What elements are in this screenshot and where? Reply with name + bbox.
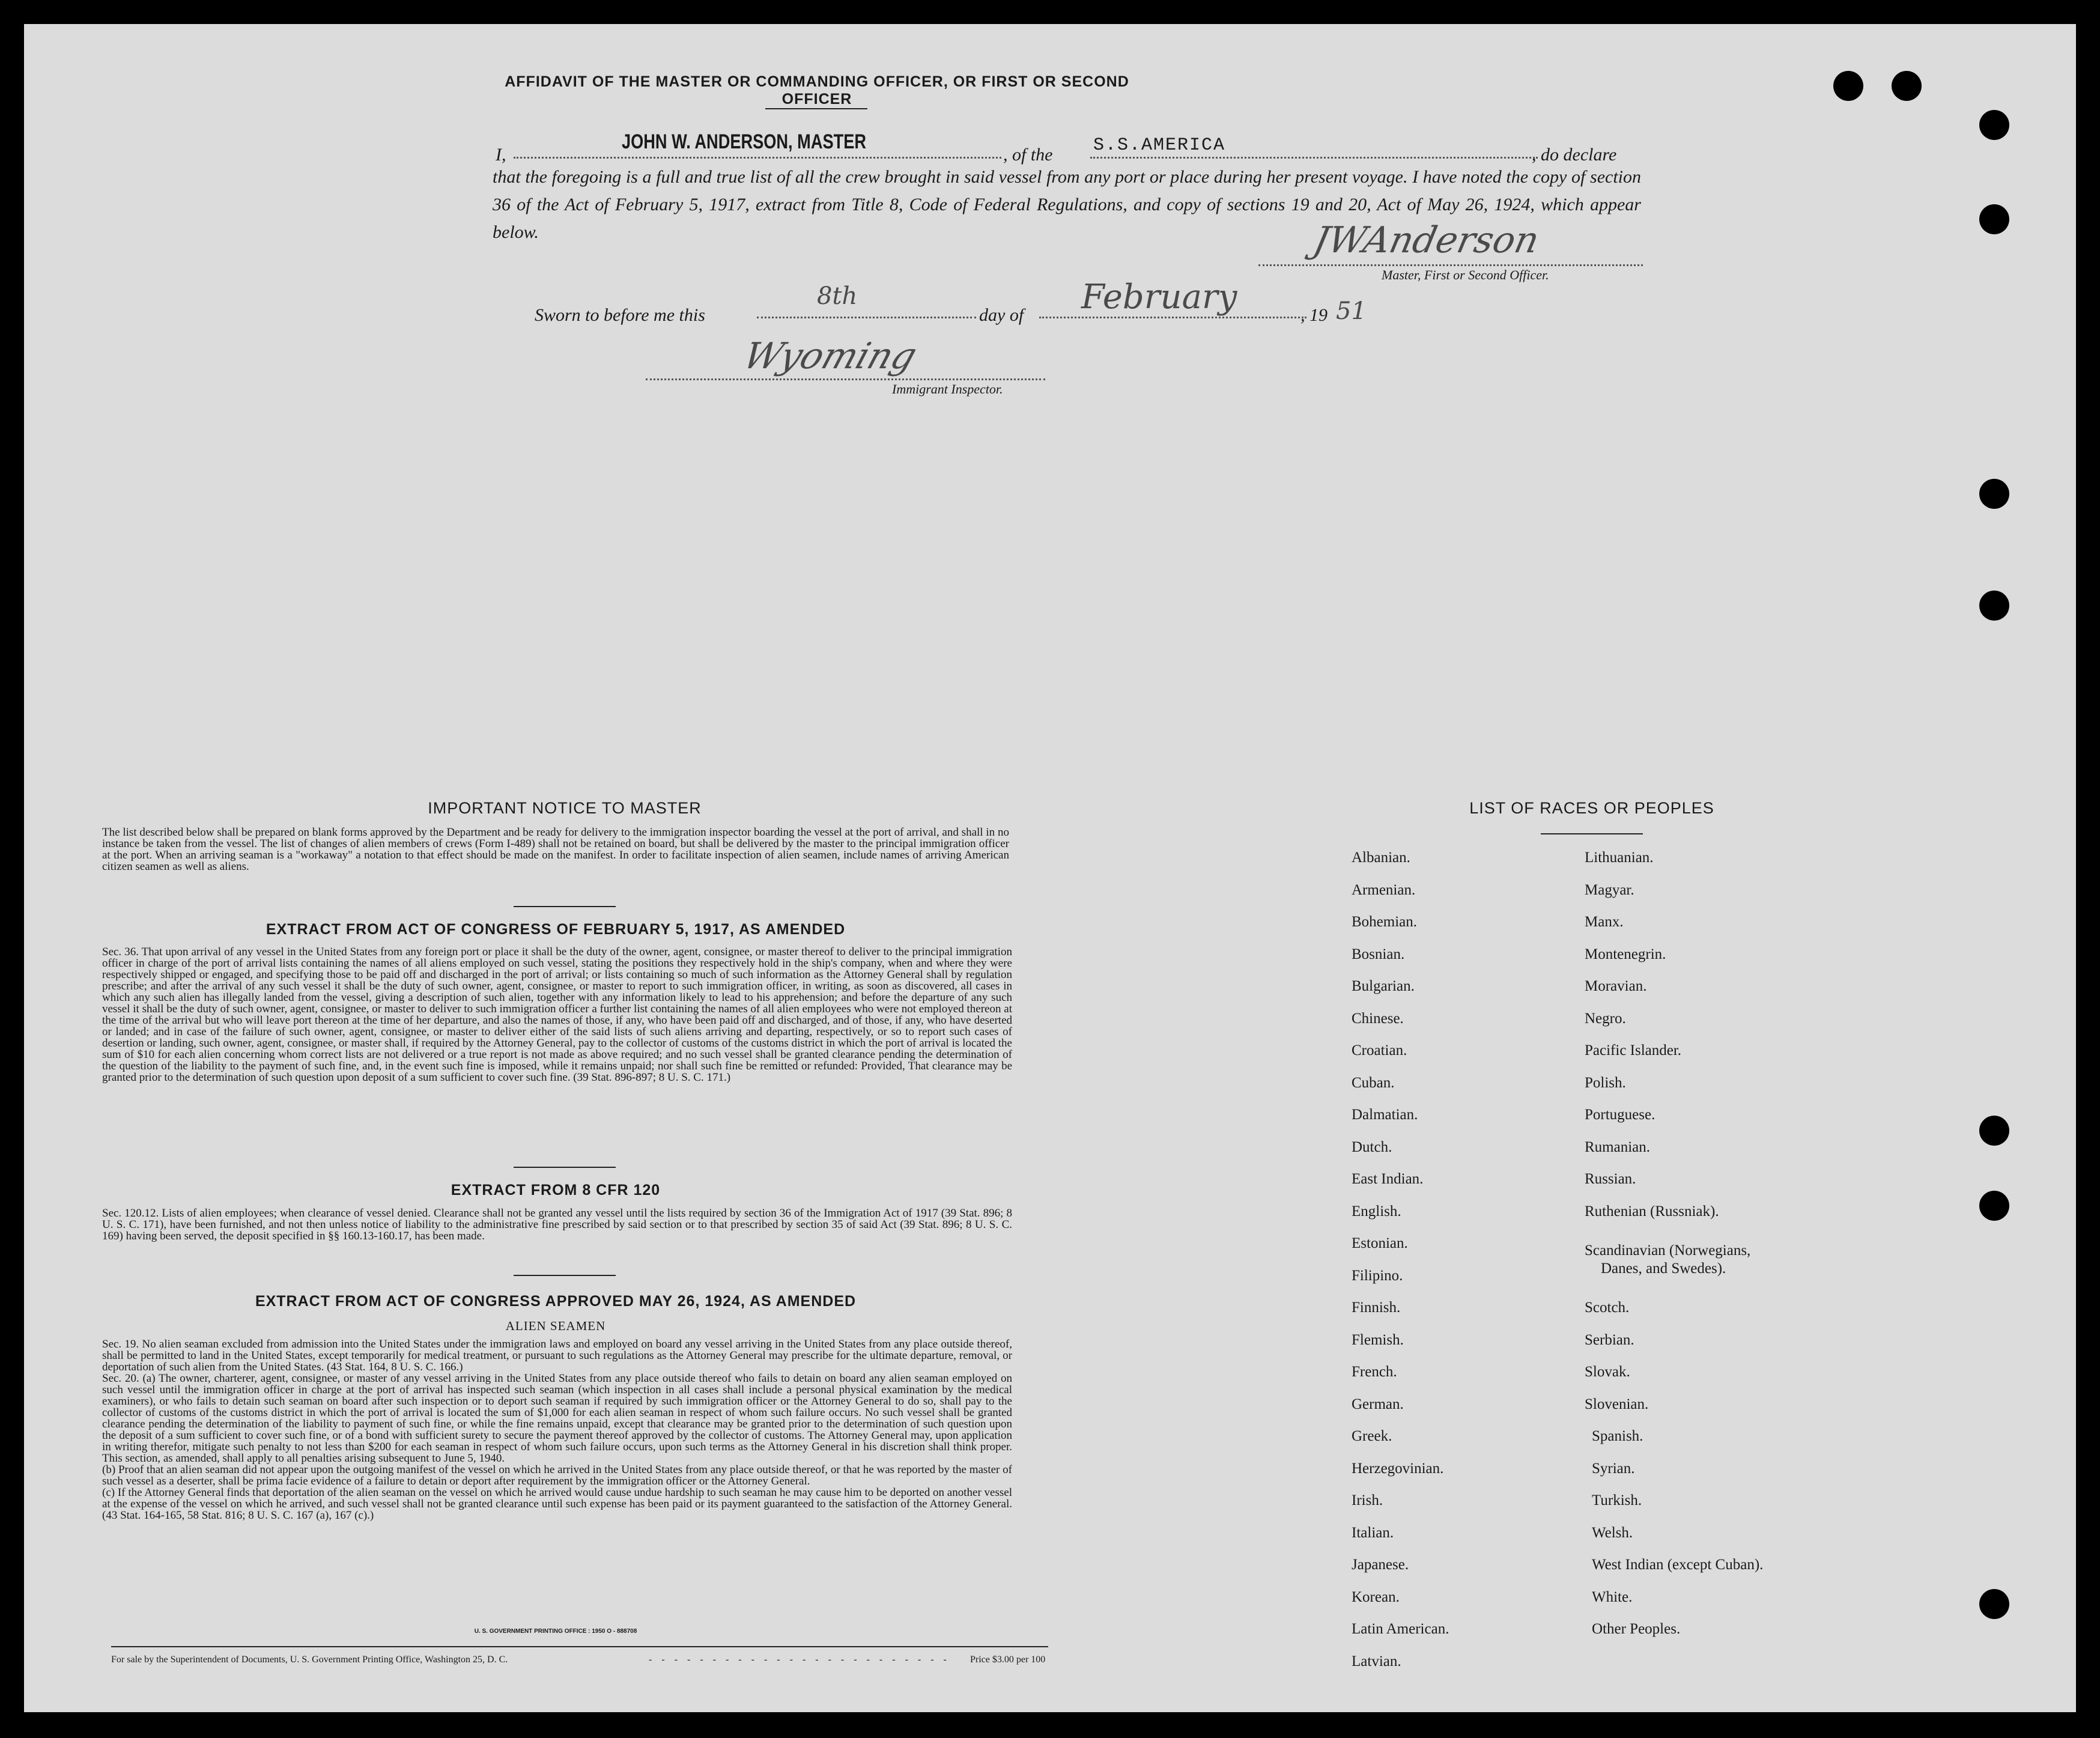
race-item: Croatian. bbox=[1352, 1042, 1407, 1059]
section-20b-text: (b) Proof that an alien seaman did not appear upon the outgoing manifest of the vessel on which he arrived in the United States from any place outside thereof, or that he was reported by the master of such vessel as a deserter, shall be prima facie evidence of a failure to detain or deport after requirement by the immigration officer or the Attorney General. bbox=[102, 1463, 1012, 1487]
declaration-text: that the foregoing is a full and true list of all the crew brought in said vessel from any port or place during her present voyage. I have noted the copy of section 36 of the Act of February 5, 1917, extract from Title 8, Code of Federal Regulations, and copy of sections 19 and 20, Act of May 26, 1924, which appear below. bbox=[493, 167, 1641, 242]
punch-hole bbox=[1979, 110, 2009, 140]
race-item: Manx. bbox=[1585, 914, 1624, 930]
footer-dashes: - - - - - - - - - - - - - - - - - - - - - - - - bbox=[649, 1654, 950, 1665]
race-item: Chinese. bbox=[1352, 1010, 1404, 1027]
race-item: Albanian. bbox=[1352, 849, 1410, 866]
race-item: Magyar. bbox=[1585, 882, 1634, 898]
race-item: Pacific Islander. bbox=[1585, 1042, 1682, 1059]
race-item: Flemish. bbox=[1352, 1332, 1404, 1348]
race-item: Dalmatian. bbox=[1352, 1107, 1418, 1123]
race-item: Scotch. bbox=[1585, 1299, 1630, 1316]
race-item: Syrian. bbox=[1592, 1460, 1635, 1477]
section-20c-text: (c) If the Attorney General finds that deportation of the alien seaman on the vessel on which he arrived would cause undue hardship to such seaman he may cause him to be deported on another vessel at the expense of the vessel on which he arrived, and such vessel shall not be granted clearance until such expense has been paid or its payment guaranteed to the satisfaction of the Attorney General. (43 Stat. 164-165, 58 Stat. 816; 8 U. S. C. 167 (a), 167 (c).) bbox=[102, 1486, 1012, 1522]
race-item: Japanese. bbox=[1352, 1557, 1409, 1573]
race-item: German. bbox=[1352, 1396, 1404, 1412]
extract-1917-title: EXTRACT FROM ACT OF CONGRESS OF FEBRUARY 5, 1917, AS AMENDED bbox=[266, 921, 846, 938]
race-item: Bohemian. bbox=[1352, 914, 1418, 930]
race-item: East Indian. bbox=[1352, 1171, 1424, 1187]
sworn-label: Sworn to before me this bbox=[535, 305, 705, 325]
affidavit-title: AFFIDAVIT OF THE MASTER OR COMMANDING OFFICER, OR FIRST OR SECOND OFFICER bbox=[505, 73, 1129, 108]
race-item: Filipino. bbox=[1352, 1268, 1403, 1284]
divider bbox=[514, 906, 616, 907]
footer-price: Price $3.00 per 100 bbox=[970, 1654, 1046, 1665]
extract-cfr-title: EXTRACT FROM 8 CFR 120 bbox=[451, 1182, 661, 1199]
sworn-day: 8th bbox=[817, 282, 858, 310]
punch-hole bbox=[1979, 1191, 2009, 1221]
year-suffix: 51 bbox=[1336, 297, 1367, 325]
race-item: Slovenian. bbox=[1585, 1396, 1649, 1412]
race-item: Italian. bbox=[1352, 1525, 1394, 1541]
race-item: Greek. bbox=[1352, 1428, 1392, 1444]
form-sheet bbox=[24, 24, 2076, 1712]
divider bbox=[1541, 833, 1643, 834]
extract-1924-body bbox=[102, 1338, 1012, 1521]
gpo-imprint: U. S. GOVERNMENT PRINTING OFFICE : 1950 O - 888708 bbox=[474, 1628, 637, 1635]
inspector-signature-line bbox=[646, 378, 1045, 380]
race-item: French. bbox=[1352, 1364, 1397, 1380]
master-caption: Master, First or Second Officer. bbox=[1382, 267, 1549, 282]
extract-1924-title: EXTRACT FROM ACT OF CONGRESS APPROVED MAY 26, 1924, AS AMENDED bbox=[255, 1293, 857, 1310]
punch-hole bbox=[1979, 591, 2009, 621]
of-the-label: , of the bbox=[1003, 145, 1053, 165]
race-item: Estonian. bbox=[1352, 1235, 1408, 1251]
extract-1924-subtitle: ALIEN SEAMEN bbox=[505, 1319, 606, 1333]
punch-hole bbox=[1979, 1116, 2009, 1146]
race-item: Spanish. bbox=[1592, 1428, 1643, 1444]
race-item: Bulgarian. bbox=[1352, 978, 1415, 994]
master-signature: JWAnderson bbox=[1309, 219, 1543, 261]
race-item: Bosnian. bbox=[1352, 946, 1405, 962]
race-item: Herzegovinian. bbox=[1352, 1460, 1444, 1477]
race-item: Moravian. bbox=[1585, 978, 1647, 994]
notice-text: The list described below shall be prepared on blank forms approved by the Department and be ready for delivery to the immigration inspector boarding the vessel at the port of arrival, and shall in no instance be taken from the vessel. The list of changes of alien members of crews (Form I-489) shall not be retained on board, but shall be delivered by the master to the principal immigration officer at the port. When an arriving seaman is a "workaway" a notation to that effect should be made on the manifest. In order to facilitate inspection of alien seamen, include names of arriving American citizen seamen as well as aliens. bbox=[102, 826, 1009, 873]
master-name: JOHN W. ANDERSON, MASTER bbox=[622, 130, 867, 153]
race-item: Welsh. bbox=[1592, 1525, 1633, 1541]
footer-rule bbox=[111, 1646, 1048, 1647]
i-label: I, bbox=[496, 145, 506, 165]
punch-hole bbox=[1979, 204, 2009, 234]
name-line bbox=[514, 157, 1001, 159]
do-declare-label: , do declare bbox=[1532, 145, 1617, 165]
footer-for-sale: For sale by the Superintendent of Documents, U. S. Government Printing Office, Washington 25, D. C. bbox=[111, 1654, 508, 1665]
section-20a-text: Sec. 20. (a) The owner, charterer, agent, consignee, or master of any vessel arriving in the United States from any place outside thereof who fails to detain on board any alien seaman employed on such vessel until the immigration officer in charge at the port of arrival has inspected such seaman (which inspection in all cases shall include a personal physical examination by the medical examiners), or who fails to detain such seaman on board after such inspection or to deport such seaman if required by such immigration officer or the Attorney General to do so, shall pay to the collector of customs of the customs district in which the port of arrival is located the sum of $1,000 for each alien seaman in respect of whom such failure occurs. No such vessel shall be granted clearance pending the determination of the liability to payment of such fine, or while the fine remains unpaid, except that clearance may be granted prior to the determination of such question upon the deposit of a sum sufficient to cover such fine, or of a bond with sufficient surety to secure the payment thereof approved by the collector of customs. The Attorney General may, upon application in writing therefor, mitigate such penalty to not less than $200 for each seaman in respect of whom such failure occurs, upon such terms as the Attorney General in his discretion shall think proper. This section, as amended, shall apply to all penalties arising subsequent to June 5, 1940. bbox=[102, 1372, 1012, 1465]
punch-hole bbox=[1892, 71, 1922, 101]
race-item: Polish. bbox=[1585, 1075, 1626, 1091]
inspector-signature: Wyoming bbox=[738, 335, 922, 377]
race-item: Montenegrin. bbox=[1585, 946, 1666, 962]
extract-cfr-text: Sec. 120.12. Lists of alien employees; when clearance of vessel denied. Clearance shall not be granted any vessel until the lists required by section 36 of the Immigration Act of 1917 (39 Stat. 896; 8 U. S. C. 171), have been furnished, and not then unless notice of liability to the administrative fine prescribed by said section or to that prescribed by section 35 of said Act (39 Stat. 896; 8 U. S. C. 169) having been served, the deposit specified in §§ 160.13-160.17, has been made. bbox=[102, 1207, 1012, 1242]
day-line bbox=[757, 317, 976, 318]
race-item: West Indian (except Cuban). bbox=[1592, 1557, 1764, 1573]
extract-1917-text: Sec. 36. That upon arrival of any vessel in the United States from any foreign port or place it shall be the duty of the owner, agent, consignee, or master thereof to deliver to the principal immigration officer in charge of the port of arrival lists containing the names of all aliens employed on such vessel, stating the positions they respectively hold in the ship's company, when and where they were respectively shipped or engaged, and specifying those to be paid off and discharged in the port of arrival; or lists containing so much of such information as the Attorney General shall by regulation prescribe; and after the arrival of any such vessel it shall be the duty of such owner, agent, consignee, or master to report to such immigration officer, in writing, as soon as discovered, all cases in which any such alien has illegally landed from the vessel, giving a description of such alien, together with any information likely to lead to his apprehension; and before the departure of any such vessel it shall be the duty of such owner, agent, consignee, or master to deliver to such immigration officer a further list containing the names of all alien employees who were not employed thereon at the time of the arrival but who will leave port thereon at the time of her departure, and also the names of those, if any, who have been paid off and discharged, and of those, if any, who have deserted or landed; and in case of the failure of such owner, agent, consignee, or master to deliver either of the said lists of such aliens arriving and departing, respectively, or so to report such cases of desertion or landing, such owner, agent, consignee, or master shall, if required by the Attorney General, pay to the collector of customs of the customs district in which the port of arrival is located the sum of $10 for each alien concerning whom correct lists are not delivered or a true report is not made as above required; and no such vessel shall be granted clearance pending the determination of the question of the liability to the payment of such fine, and, in the event such fine is imposed, while it remains unpaid; nor shall such fine be remitted or refunded: Provided, That clearance may be granted prior to the determination of such question upon deposit of a sum sufficient to cover such fine. (39 Stat. 896-897; 8 U. S. C. 171.) bbox=[102, 946, 1012, 1084]
race-item: Russian. bbox=[1585, 1171, 1636, 1187]
punch-hole bbox=[1979, 479, 2009, 509]
divider bbox=[514, 1275, 616, 1276]
race-item: Dutch. bbox=[1352, 1139, 1392, 1155]
race-item: Korean. bbox=[1352, 1589, 1400, 1605]
race-item: Serbian. bbox=[1585, 1332, 1634, 1348]
inspector-caption: Immigrant Inspector. bbox=[892, 381, 1003, 397]
race-item: Latvian. bbox=[1352, 1653, 1401, 1670]
race-item: Danes, and Swedes). bbox=[1601, 1260, 1726, 1277]
punch-hole bbox=[1979, 1589, 2009, 1619]
race-item: Other Peoples. bbox=[1592, 1621, 1681, 1637]
notice-title: IMPORTANT NOTICE TO MASTER bbox=[428, 799, 702, 817]
race-item: Scandinavian (Norwegians, bbox=[1585, 1242, 1751, 1259]
master-signature-line bbox=[1258, 264, 1643, 266]
race-item: Negro. bbox=[1585, 1010, 1626, 1027]
sworn-month: February bbox=[1081, 278, 1237, 317]
race-item: Ruthenian (Russniak). bbox=[1585, 1203, 1719, 1220]
race-item: Irish. bbox=[1352, 1492, 1383, 1509]
race-item: Latin American. bbox=[1352, 1621, 1449, 1637]
race-item: White. bbox=[1592, 1589, 1633, 1605]
race-item: English. bbox=[1352, 1203, 1401, 1220]
section-19-text: Sec. 19. No alien seaman excluded from admission into the United States under the immigration laws and employed on board any vessel arriving in the United States from any place outside thereof, shall be permitted to land in the United States, except temporarily for medical treatment, or pursuant to such regulations as the Attorney General may prescribe for the ultimate departure, removal, or deportation of such alien from the United States. (43 Stat. 164, 8 U. S. C. 166.) bbox=[102, 1338, 1012, 1373]
race-item: Rumanian. bbox=[1585, 1139, 1651, 1155]
race-item: Slovak. bbox=[1585, 1364, 1630, 1380]
race-item: Cuban. bbox=[1352, 1075, 1395, 1091]
month-line bbox=[1039, 317, 1306, 318]
race-item: Lithuanian. bbox=[1585, 849, 1654, 866]
year-prefix: , 19 bbox=[1300, 305, 1328, 325]
vessel-line bbox=[1090, 157, 1538, 159]
race-item: Turkish. bbox=[1592, 1492, 1642, 1509]
race-item: Armenian. bbox=[1352, 882, 1416, 898]
race-item: Finnish. bbox=[1352, 1299, 1401, 1316]
punch-hole bbox=[1833, 71, 1863, 101]
vessel-name: S.S.AMERICA bbox=[1093, 135, 1226, 156]
divider bbox=[765, 108, 867, 109]
day-of-label: day of bbox=[979, 305, 1024, 325]
races-title: LIST OF RACES OR PEOPLES bbox=[1469, 799, 1714, 817]
race-item: Portuguese. bbox=[1585, 1107, 1655, 1123]
divider bbox=[514, 1167, 616, 1168]
